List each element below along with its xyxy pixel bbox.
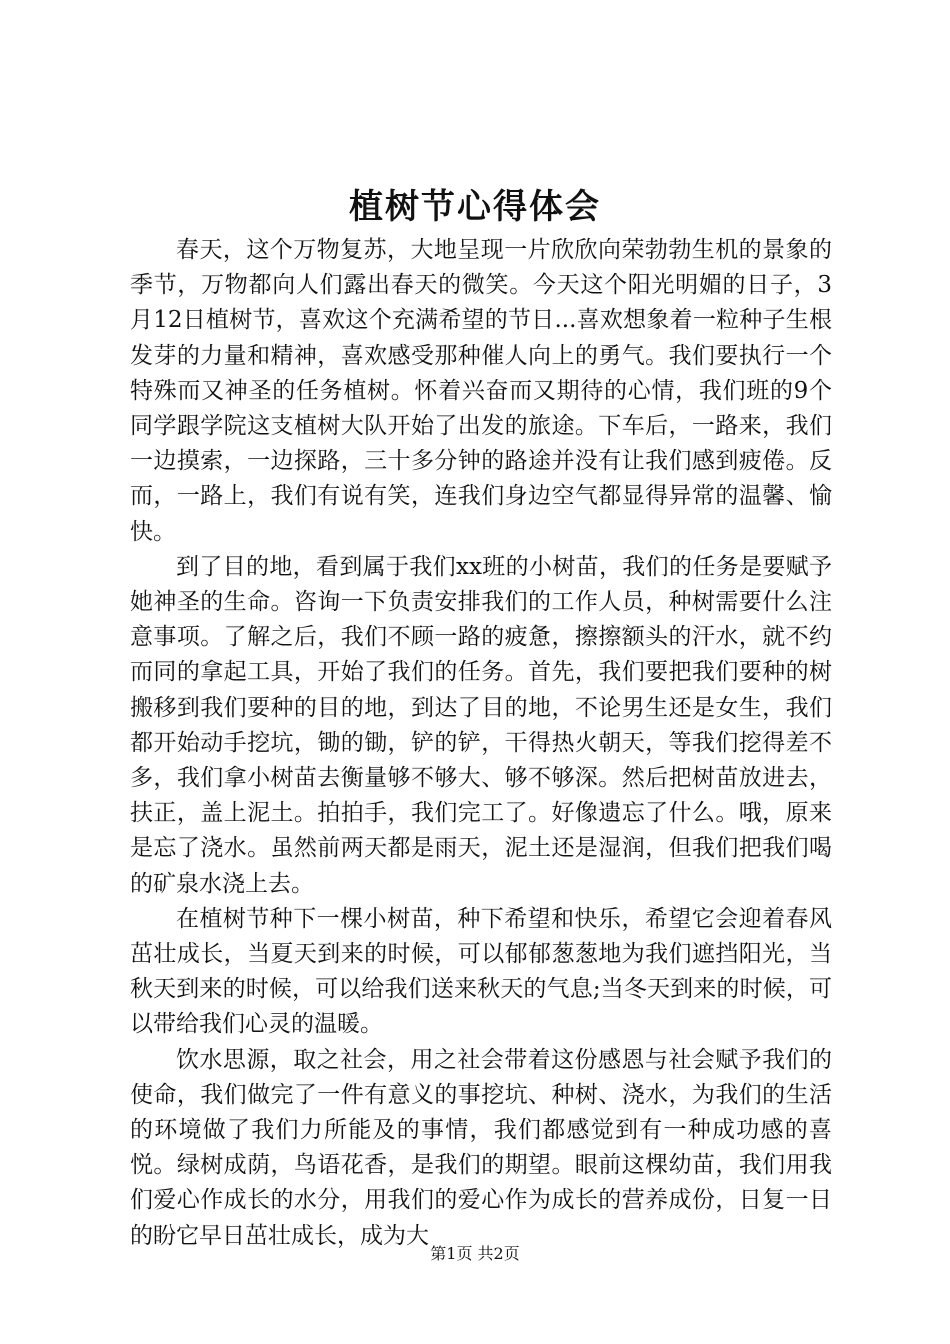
page-number-footer: 第1页 共2页	[430, 1244, 520, 1263]
paragraph: 在植树节种下一棵小树苗，种下希望和快乐，希望它会迎着春风茁壮成长，当夏天到来的时候，可以郁郁葱葱地为我们遮挡阳光，当秋天到来的时候，可以给我们送来秋天的气息;当冬天到来的时候，可以带给我们心灵的温暖。	[130, 905, 832, 1038]
paragraph: 到了目的地，看到属于我们xx班的小树苗，我们的任务是要赋予她神圣的生命。咨询一下负责安排我们的工作人员，种树需要什么注意事项。了解之后，我们不顾一路的疲惫，擦擦额头的汗水，就不约而同的拿起工具，开始了我们的任务。首先，我们要把我们要种的树搬移到我们要种的目的地，到达了目的地，不论男生还是女生，我们都开始动手挖坑，锄的锄，铲的铲，干得热火朝天，等我们挖得差不多，我们拿小树苗去衡量够不够大、够不够深。然后把树苗放进去，扶正，盖上泥土。拍拍手，我们完工了。好像遗忘了什么。哦，原来是忘了浇水。虽然前两天都是雨天，泥土还是湿润，但我们把我们喝的矿泉水浇上去。	[130, 553, 832, 897]
page-title: 植树节心得体会	[349, 187, 601, 227]
document-body	[130, 233, 832, 1254]
paragraph: 春天，这个万物复苏，大地呈现一片欣欣向荣勃勃生机的景象的季节，万物都向人们露出春天的微笑。今天这个阳光明媚的日子，3月12日植树节，喜欢这个充满希望的节日...喜欢想象着一粒种子生根发芽的力量和精神，喜欢感受那种催人向上的勇气。我们要执行一个特殊而又神圣的任务植树。怀着兴奋而又期待的心情，我们班的9个同学跟学院这支植树大队开始了出发的旅途。下车后，一路来，我们一边摸索，一边探路，三十多分钟的路途并没有让我们感到疲倦。反而，一路上，我们有说有笑，连我们身边空气都显得异常的温馨、愉快。	[130, 237, 832, 545]
paragraph: 饮水思源，取之社会，用之社会带着这份感恩与社会赋予我们的使命，我们做完了一件有意义的事挖坑、种树、浇水，为我们的生活的环境做了我们力所能及的事情，我们都感觉到有一种成功感的喜悦。绿树成荫，鸟语花香，是我们的期望。眼前这棵幼苗，我们用我们爱心作成长的水分，用我们的爱心作为成长的营养成份，日复一日的盼它早日茁壮成长，成为大	[130, 1046, 832, 1249]
